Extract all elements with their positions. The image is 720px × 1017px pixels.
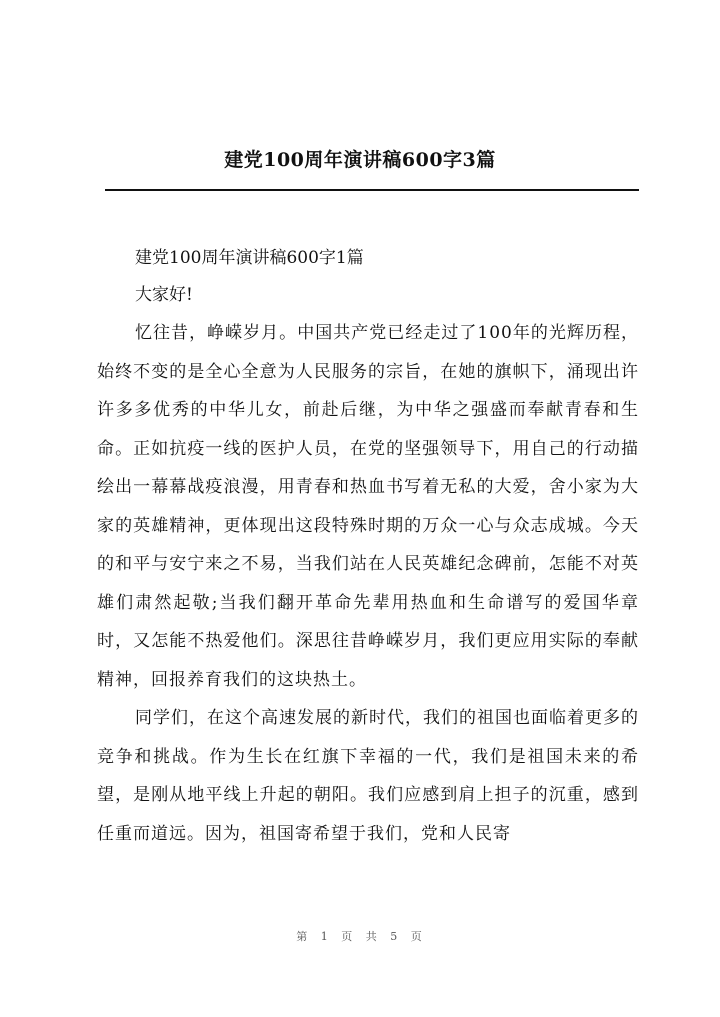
document-title: 建党100周年演讲稿600字3篇 bbox=[224, 149, 496, 171]
greeting: 大家好! bbox=[135, 285, 193, 305]
document-body bbox=[97, 240, 639, 853]
paragraph: 忆往昔，峥嵘岁月。中国共产党已经走过了100年的光辉历程，始终不变的是全心全意为人民服务的宗旨，在她的旗帜下，涌现出许许多多优秀的中华儿女，前赴后继，为中华之强盛而奉献青春和生命。正如抗疫一线的医护人员，在党的坚强领导下，用自己的行动描绘出一幕幕战疫浪漫，用青春和热血书写着无私的大爱，舍小家为大家的英雄精神，更体现出这段特殊时期的万众一心与众志成城。今天的和平与安宁来之不易，当我们站在人民英雄纪念碑前，怎能不对英雄们肃然起敬;当我们翻开革命先辈用热血和生命谱写的爱国华章时，又怎能不热爱他们。深思往昔峥嵘岁月，我们更应用实际的奉献精神，回报养育我们的这块热土。 bbox=[97, 323, 639, 690]
paragraph: 同学们，在这个高速发展的新时代，我们的祖国也面临着更多的竞争和挑战。作为生长在红旗下幸福的一代，我们是祖国未来的希望，是刚从地平线上升起的朝阳。我们应感到肩上担子的沉重，感到任重而道远。因为，祖国寄希望于我们，党和人民寄 bbox=[97, 708, 639, 844]
page-number: 第 1 页 共 5 页 bbox=[296, 930, 424, 943]
section-heading: 建党100周年演讲稿600字1篇 bbox=[135, 248, 364, 268]
title-divider bbox=[105, 189, 639, 191]
